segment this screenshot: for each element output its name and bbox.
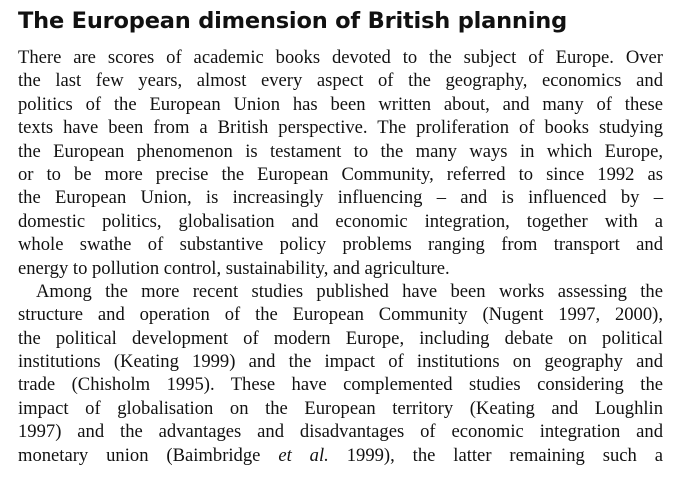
paragraph-2 (18, 280, 663, 467)
text-line: the last few years, almost every aspect of the geography, economics and (18, 70, 663, 92)
text-line: impact of globalisation on the European territory (Keating and Loughlin (18, 397, 663, 419)
text-line: the political development of modern Europe, including debate on political (18, 327, 663, 349)
text-line: domestic politics, globalisation and economic integration, together with a (18, 210, 663, 232)
paragraph-1 (18, 46, 663, 280)
document-page (18, 6, 663, 467)
text-line: whole swathe of substantive policy problems ranging from transport and (18, 234, 663, 256)
italic-text: et al. (278, 444, 329, 466)
text-line: energy to pollution control, sustainability, and agriculture. (18, 257, 450, 279)
text-line: structure and operation of the European Community (Nugent 1997, 2000), (18, 304, 663, 326)
text-line: texts have been from a British perspective. The proliferation of books studying (18, 117, 663, 139)
text-line: or to be more precise the European Community, referred to since 1992 as (18, 163, 663, 185)
text-segment: monetary union (Baimbridge (18, 444, 279, 466)
text-line: Among the more recent studies published have been works assessing the (36, 280, 663, 302)
text-line (18, 444, 663, 467)
text-line: the European phenomenon is testament to the many ways in which Europe, (18, 140, 663, 162)
text-line: institutions (Keating 1999) and the impact of institutions on geography and (18, 351, 663, 373)
text-line: There are scores of academic books devoted to the subject of Europe. Over (18, 47, 663, 68)
text-line: the European Union, is increasingly influencing – and is influenced by – (18, 187, 663, 209)
text-segment: 1999), the latter remaining such a (328, 444, 663, 466)
section-heading: The European dimension of British planning (18, 8, 567, 34)
body-text (18, 46, 663, 467)
text-line: politics of the European Union has been written about, and many of these (18, 93, 663, 115)
text-line: 1997) and the advantages and disadvantages of economic integration and (18, 421, 663, 443)
text-line: trade (Chisholm 1995). These have complemented studies considering the (18, 374, 663, 396)
